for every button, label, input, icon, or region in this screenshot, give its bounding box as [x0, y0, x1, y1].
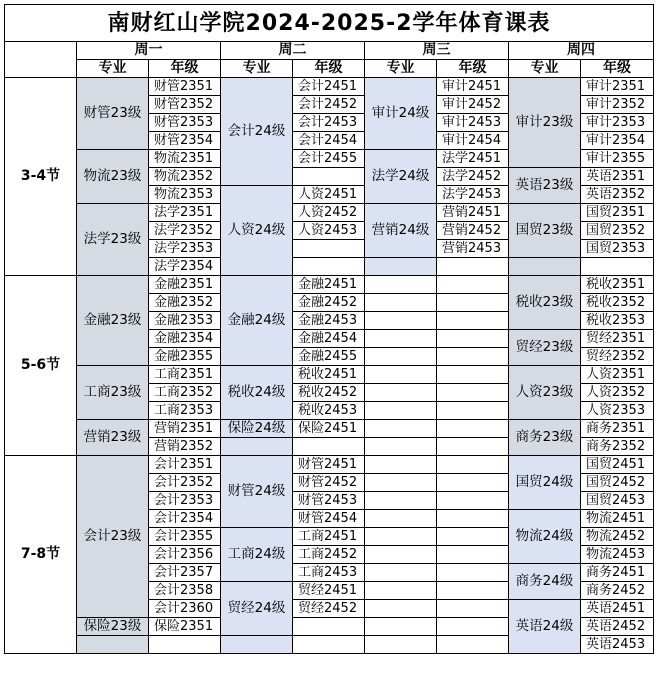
major-cell: 商务23级 [509, 420, 581, 456]
grade-cell: 会计2354 [149, 510, 221, 528]
major-cell: 英语23级 [509, 168, 581, 204]
grade-cell: 财管2352 [149, 96, 221, 114]
major-cell [365, 636, 437, 654]
grade-cell: 商务2351 [581, 420, 654, 438]
grade-cell: 法学2453 [437, 186, 509, 204]
grade-cell: 会计2352 [149, 474, 221, 492]
grade-cell: 贸经2452 [293, 600, 365, 618]
grade-cell: 财管2351 [149, 78, 221, 96]
major-cell [221, 438, 293, 456]
grade-cell [437, 438, 509, 456]
major-cell [365, 258, 437, 276]
grade-cell: 金融2451 [293, 276, 365, 294]
grade-cell: 营销2352 [149, 438, 221, 456]
grade-cell [293, 618, 365, 636]
grade-cell [437, 348, 509, 366]
grade-cell: 英语2453 [581, 636, 654, 654]
major-cell [365, 438, 437, 456]
grade-cell: 贸经2351 [581, 330, 654, 348]
period-label: 7-8节 [5, 456, 77, 654]
grade-cell: 营销2452 [437, 222, 509, 240]
grade-cell [437, 528, 509, 546]
grade-cell [437, 384, 509, 402]
grade-cell: 英语2451 [581, 600, 654, 618]
major-header: 专业 [509, 60, 581, 78]
major-cell: 人资23级 [509, 366, 581, 420]
major-cell: 物流24级 [509, 510, 581, 564]
grade-cell: 金融2354 [149, 330, 221, 348]
grade-cell [293, 258, 365, 276]
grade-cell: 审计2353 [581, 114, 654, 132]
grade-cell: 税收2353 [581, 312, 654, 330]
major-cell: 保险23级 [77, 618, 149, 636]
grade-cell: 法学2354 [149, 258, 221, 276]
schedule-table [4, 4, 654, 654]
grade-cell: 金融2454 [293, 330, 365, 348]
grade-cell: 审计2352 [581, 96, 654, 114]
day-header-mon: 周一 [77, 42, 221, 60]
major-cell: 英语24级 [509, 600, 581, 654]
schedule-body [5, 5, 654, 654]
day-header-thu: 周四 [509, 42, 654, 60]
grade-cell: 法学2352 [149, 222, 221, 240]
grade-cell: 财管2452 [293, 474, 365, 492]
major-cell [365, 348, 437, 366]
grade-cell: 工商2353 [149, 402, 221, 420]
grade-cell: 金融2353 [149, 312, 221, 330]
grade-cell: 国贸2452 [581, 474, 654, 492]
major-cell [221, 636, 293, 654]
major-cell [365, 420, 437, 438]
major-cell: 金融24级 [221, 276, 293, 366]
major-cell: 会计24级 [221, 78, 293, 186]
grade-cell: 金融2351 [149, 276, 221, 294]
major-cell [365, 474, 437, 492]
major-cell: 营销23级 [77, 420, 149, 456]
grade-cell: 法学2353 [149, 240, 221, 258]
page-title: 南财红山学院2024-2025-2学年体育课表 [5, 5, 654, 42]
grade-cell [293, 168, 365, 186]
major-cell: 审计24级 [365, 78, 437, 150]
grade-cell: 营销2451 [437, 204, 509, 222]
grade-cell [437, 564, 509, 582]
grade-cell: 国贸2352 [581, 222, 654, 240]
grade-cell: 商务2352 [581, 438, 654, 456]
grade-cell: 贸经2352 [581, 348, 654, 366]
day-header-row [5, 42, 654, 60]
grade-cell [149, 636, 221, 654]
major-cell [77, 636, 149, 654]
grade-cell: 营销2351 [149, 420, 221, 438]
grade-cell [437, 510, 509, 528]
major-cell: 人资24级 [221, 186, 293, 276]
grade-cell: 财管2454 [293, 510, 365, 528]
grade-cell: 会计2358 [149, 582, 221, 600]
major-cell: 贸经24级 [221, 582, 293, 636]
grade-cell: 工商2451 [293, 528, 365, 546]
major-cell: 保险24级 [221, 420, 293, 438]
grade-cell: 会计2451 [293, 78, 365, 96]
grade-cell: 会计2355 [149, 528, 221, 546]
grade-cell: 法学2451 [437, 150, 509, 168]
grade-header: 年级 [581, 60, 654, 78]
grade-header: 年级 [149, 60, 221, 78]
grade-cell [437, 276, 509, 294]
grade-cell: 国贸2353 [581, 240, 654, 258]
major-cell: 物流23级 [77, 150, 149, 204]
grade-cell: 审计2351 [581, 78, 654, 96]
grade-cell: 金融2453 [293, 312, 365, 330]
grade-cell: 审计2354 [581, 132, 654, 150]
grade-cell: 审计2451 [437, 78, 509, 96]
major-cell: 税收24级 [221, 366, 293, 420]
major-cell [365, 492, 437, 510]
grade-cell: 人资2353 [581, 402, 654, 420]
schedule-row [5, 276, 654, 294]
grade-cell: 英语2452 [581, 618, 654, 636]
grade-cell: 会计2360 [149, 600, 221, 618]
grade-cell: 审计2452 [437, 96, 509, 114]
grade-cell [437, 618, 509, 636]
grade-cell: 金融2355 [149, 348, 221, 366]
grade-cell: 物流2451 [581, 510, 654, 528]
major-cell: 国贸24级 [509, 456, 581, 510]
major-cell: 法学23级 [77, 204, 149, 276]
day-header-tue: 周二 [221, 42, 365, 60]
grade-cell: 物流2452 [581, 528, 654, 546]
grade-cell: 会计2357 [149, 564, 221, 582]
grade-cell [293, 240, 365, 258]
grade-cell: 保险2351 [149, 618, 221, 636]
major-cell [365, 600, 437, 618]
grade-cell: 财管2354 [149, 132, 221, 150]
grade-cell: 物流2453 [581, 546, 654, 564]
major-header: 专业 [77, 60, 149, 78]
grade-cell: 会计2453 [293, 114, 365, 132]
grade-cell: 人资2451 [293, 186, 365, 204]
major-cell: 工商24级 [221, 528, 293, 582]
grade-cell: 商务2451 [581, 564, 654, 582]
grade-cell: 会计2353 [149, 492, 221, 510]
grade-cell [581, 258, 654, 276]
title-row [5, 5, 654, 42]
grade-cell: 英语2351 [581, 168, 654, 186]
grade-cell: 会计2452 [293, 96, 365, 114]
grade-cell [437, 492, 509, 510]
grade-cell: 会计2351 [149, 456, 221, 474]
major-cell [365, 402, 437, 420]
grade-header: 年级 [437, 60, 509, 78]
grade-cell: 财管2353 [149, 114, 221, 132]
grade-header: 年级 [293, 60, 365, 78]
day-header-wed: 周三 [365, 42, 509, 60]
major-cell: 商务24级 [509, 564, 581, 600]
grade-cell: 税收2352 [581, 294, 654, 312]
grade-cell: 税收2351 [581, 276, 654, 294]
grade-cell: 法学2452 [437, 168, 509, 186]
major-cell: 金融23级 [77, 276, 149, 366]
grade-cell: 审计2453 [437, 114, 509, 132]
schedule-row [5, 204, 654, 222]
grade-cell: 国贸2451 [581, 456, 654, 474]
major-cell: 财管24级 [221, 456, 293, 528]
grade-cell: 工商2452 [293, 546, 365, 564]
grade-cell: 会计2356 [149, 546, 221, 564]
grade-cell: 税收2452 [293, 384, 365, 402]
grade-cell [293, 636, 365, 654]
major-cell [365, 276, 437, 294]
major-cell: 国贸23级 [509, 204, 581, 258]
grade-cell: 工商2453 [293, 564, 365, 582]
major-cell [365, 528, 437, 546]
major-cell [365, 330, 437, 348]
grade-cell [437, 600, 509, 618]
major-cell: 税收23级 [509, 276, 581, 330]
grade-cell [437, 330, 509, 348]
major-cell [365, 546, 437, 564]
major-cell: 财管23级 [77, 78, 149, 150]
major-cell [365, 510, 437, 528]
major-cell: 会计23级 [77, 456, 149, 618]
grade-cell: 人资2352 [581, 384, 654, 402]
major-cell: 工商23级 [77, 366, 149, 420]
grade-cell [437, 312, 509, 330]
grade-cell: 工商2351 [149, 366, 221, 384]
grade-cell: 物流2353 [149, 186, 221, 204]
grade-cell [437, 366, 509, 384]
grade-cell: 物流2352 [149, 168, 221, 186]
grade-cell [437, 474, 509, 492]
grade-cell [437, 456, 509, 474]
schedule-row [5, 420, 654, 438]
major-cell: 贸经23级 [509, 330, 581, 366]
grade-cell: 国贸2351 [581, 204, 654, 222]
major-header: 专业 [221, 60, 293, 78]
grade-cell: 商务2452 [581, 582, 654, 600]
major-cell [365, 384, 437, 402]
period-label: 5-6节 [5, 276, 77, 456]
grade-cell: 英语2352 [581, 186, 654, 204]
major-cell: 法学24级 [365, 150, 437, 204]
schedule-row [5, 456, 654, 474]
corner-cell [5, 42, 77, 78]
grade-cell: 人资2351 [581, 366, 654, 384]
grade-cell [437, 636, 509, 654]
grade-cell [437, 294, 509, 312]
grade-cell: 保险2451 [293, 420, 365, 438]
grade-cell [437, 582, 509, 600]
major-cell [365, 312, 437, 330]
major-cell [365, 456, 437, 474]
grade-cell: 金融2455 [293, 348, 365, 366]
grade-cell: 营销2453 [437, 240, 509, 258]
major-cell [509, 258, 581, 276]
major-cell: 审计23级 [509, 78, 581, 168]
grade-cell: 税收2451 [293, 366, 365, 384]
grade-cell: 财管2453 [293, 492, 365, 510]
grade-cell: 会计2455 [293, 150, 365, 168]
grade-cell [293, 438, 365, 456]
grade-cell [437, 258, 509, 276]
grade-cell: 工商2352 [149, 384, 221, 402]
grade-cell: 人资2452 [293, 204, 365, 222]
grade-cell [437, 420, 509, 438]
major-cell [365, 582, 437, 600]
major-cell [365, 366, 437, 384]
grade-cell [437, 402, 509, 420]
sub-header-row [5, 60, 654, 78]
grade-cell: 物流2351 [149, 150, 221, 168]
grade-cell: 审计2355 [581, 150, 654, 168]
major-cell [365, 294, 437, 312]
grade-cell: 审计2454 [437, 132, 509, 150]
grade-cell: 国贸2453 [581, 492, 654, 510]
grade-cell: 金融2452 [293, 294, 365, 312]
grade-cell: 财管2451 [293, 456, 365, 474]
schedule-row [5, 366, 654, 384]
major-cell [365, 618, 437, 636]
grade-cell: 贸经2451 [293, 582, 365, 600]
grade-cell: 税收2453 [293, 402, 365, 420]
grade-cell: 法学2351 [149, 204, 221, 222]
major-header: 专业 [365, 60, 437, 78]
schedule-row [5, 78, 654, 96]
major-cell: 营销24级 [365, 204, 437, 258]
period-label: 3-4节 [5, 78, 77, 276]
grade-cell: 金融2352 [149, 294, 221, 312]
grade-cell [437, 546, 509, 564]
major-cell [365, 564, 437, 582]
grade-cell: 人资2453 [293, 222, 365, 240]
grade-cell: 会计2454 [293, 132, 365, 150]
